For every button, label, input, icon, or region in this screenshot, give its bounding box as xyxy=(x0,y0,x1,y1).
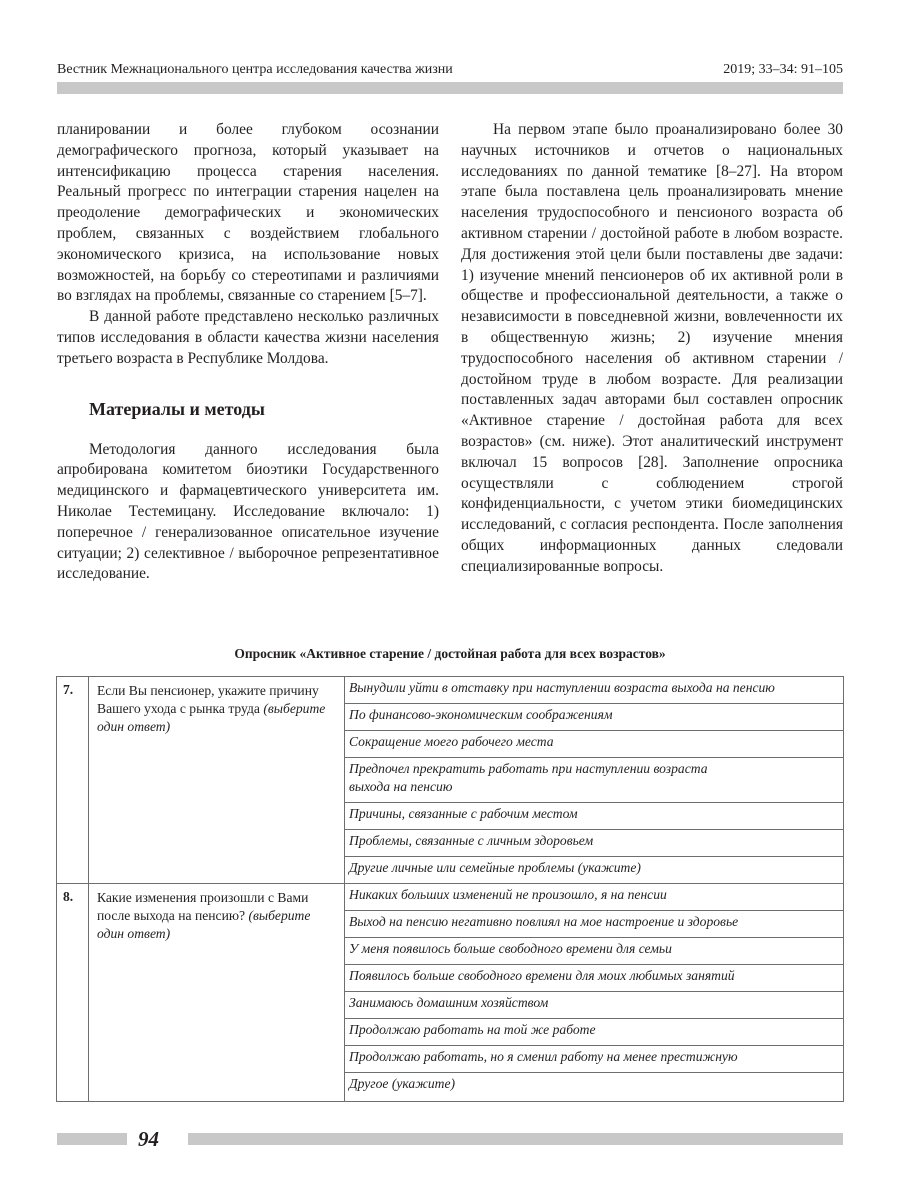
question-text: Если Вы пенсионер, укажите причину Вашего ухода с рынка труда xyxy=(97,683,319,716)
answer-option: Причины, связанные с рабочим местом xyxy=(345,803,844,830)
answer-option: По финансово-экономическим соображениям xyxy=(345,704,844,731)
footer-rule-right xyxy=(188,1133,843,1145)
answer-option: Занимаюсь домашним хозяйством xyxy=(345,992,844,1019)
left-paragraph-2: В данной работе представлено несколько различных типов исследования в области качества жизни населения третьего возраста в Республике Молдова. xyxy=(57,308,439,367)
footer-rule-left xyxy=(57,1133,127,1145)
page-number: 94 xyxy=(138,1127,159,1151)
citation: 2019; 33–34: 91–105 xyxy=(723,62,843,77)
answer-option xyxy=(345,758,844,803)
question-cell xyxy=(89,884,345,1102)
running-head xyxy=(57,60,843,82)
answer-option: Вынудили уйти в отставку при наступлении возраста выхода на пенсию xyxy=(345,677,844,704)
question-text: Какие изменения произошли с Вами после выхода на пенсию? xyxy=(97,890,309,923)
answer-option-text: Предпочел прекратить работать при наступлении возраста выхода на пенсию xyxy=(349,761,708,794)
question-hint: (выберите один ответ) xyxy=(97,908,311,941)
section-heading: Материалы и методы xyxy=(89,398,265,419)
journal-title: Вестник Межнационального центра исследования качества жизни xyxy=(57,62,453,77)
table-row xyxy=(57,677,844,704)
left-paragraph-3: Методология данного исследования была апробирована комитетом биоэтики Государственного медицинского и фармацевтического университета им. Николае Тестемицану. Исследование включало: 1) поперечное / генерализованное описательное изучение ситуации; 2) селективное / выборочное репрезентативное исследование. xyxy=(57,440,439,583)
questionnaire-table xyxy=(56,676,844,1102)
right-paragraph-1: На первом этапе было проанализировано более 30 научных источников и отчетов о национальных исследованиях по данной тематике [8–27]. На втором этапе была поставлена цель проанализировать мнение населения трудоспособного и пенсионого возраста об активном старении / достойной работе в любом возрасте. Для достижения этой цели были поставлены две задачи: 1) изучение мнений пенсионеров об их активной роли в обществе и профессиональной деятельности, а также о независимости в повседневной жизни, вовлеченности их в общественную жизнь; 2) изучение мнения трудоспособного населения об активном старении / достойном труде в любом возрасте. Для реализации поставленных задач авторами был составлен опросник «Активное старение / достойная работа для всех возрастов» (см. ниже). Этот аналитический инструмент включал 15 вопросов [28]. Заполнение опросника осуществляли с соблюдением строгой конфиденциальности, с учетом этики биомедицинских исследований, с согласия респондента. После заполнения общих информационных данных следовали специализированные вопросы. xyxy=(461,121,843,575)
answer-option: Проблемы, связанные с личным здоровьем xyxy=(345,830,844,857)
questionnaire-title: Опросник «Активное старение / достойная работа для всех возрастов» xyxy=(234,646,666,661)
right-column xyxy=(461,120,843,578)
answer-option: Появилось больше свободного времени для моих любимых занятий xyxy=(345,965,844,992)
left-column xyxy=(57,120,439,585)
left-paragraph-1: планировании и более глубоком осознании демографического прогноза, который указывает на интенсификацию процесса старения населения. Реальный прогресс по интеграции старения нацелен на преодоление демографических и экономических проблем, связанных с воздействием глобального экономического кризиса, на использование новых возможностей, на борьбу со стереотипами и различиями во взглядах на проблемы, связанные со старением [5–7]. xyxy=(57,121,439,305)
question-number: 7. xyxy=(57,677,89,884)
answer-option: Другие личные или семейные проблемы (укажите) xyxy=(345,857,844,884)
answer-option: У меня появилось больше свободного времени для семьи xyxy=(345,938,844,965)
question-cell xyxy=(89,677,345,884)
question-hint: (выберите один ответ) xyxy=(97,701,326,734)
answer-option: Продолжаю работать, но я сменил работу на менее престижную xyxy=(345,1046,844,1073)
answer-option: Выход на пенсию негативно повлиял на мое настроение и здоровье xyxy=(345,911,844,938)
header-rule xyxy=(57,82,843,94)
question-number: 8. xyxy=(57,884,89,1102)
table-row xyxy=(57,884,844,911)
answer-option: Сокращение моего рабочего места xyxy=(345,731,844,758)
answer-option: Продолжаю работать на той же работе xyxy=(345,1019,844,1046)
answer-option: Другое (укажите) xyxy=(345,1073,844,1102)
answer-option: Никаких больших изменений не произошло, я на пенсии xyxy=(345,884,844,911)
